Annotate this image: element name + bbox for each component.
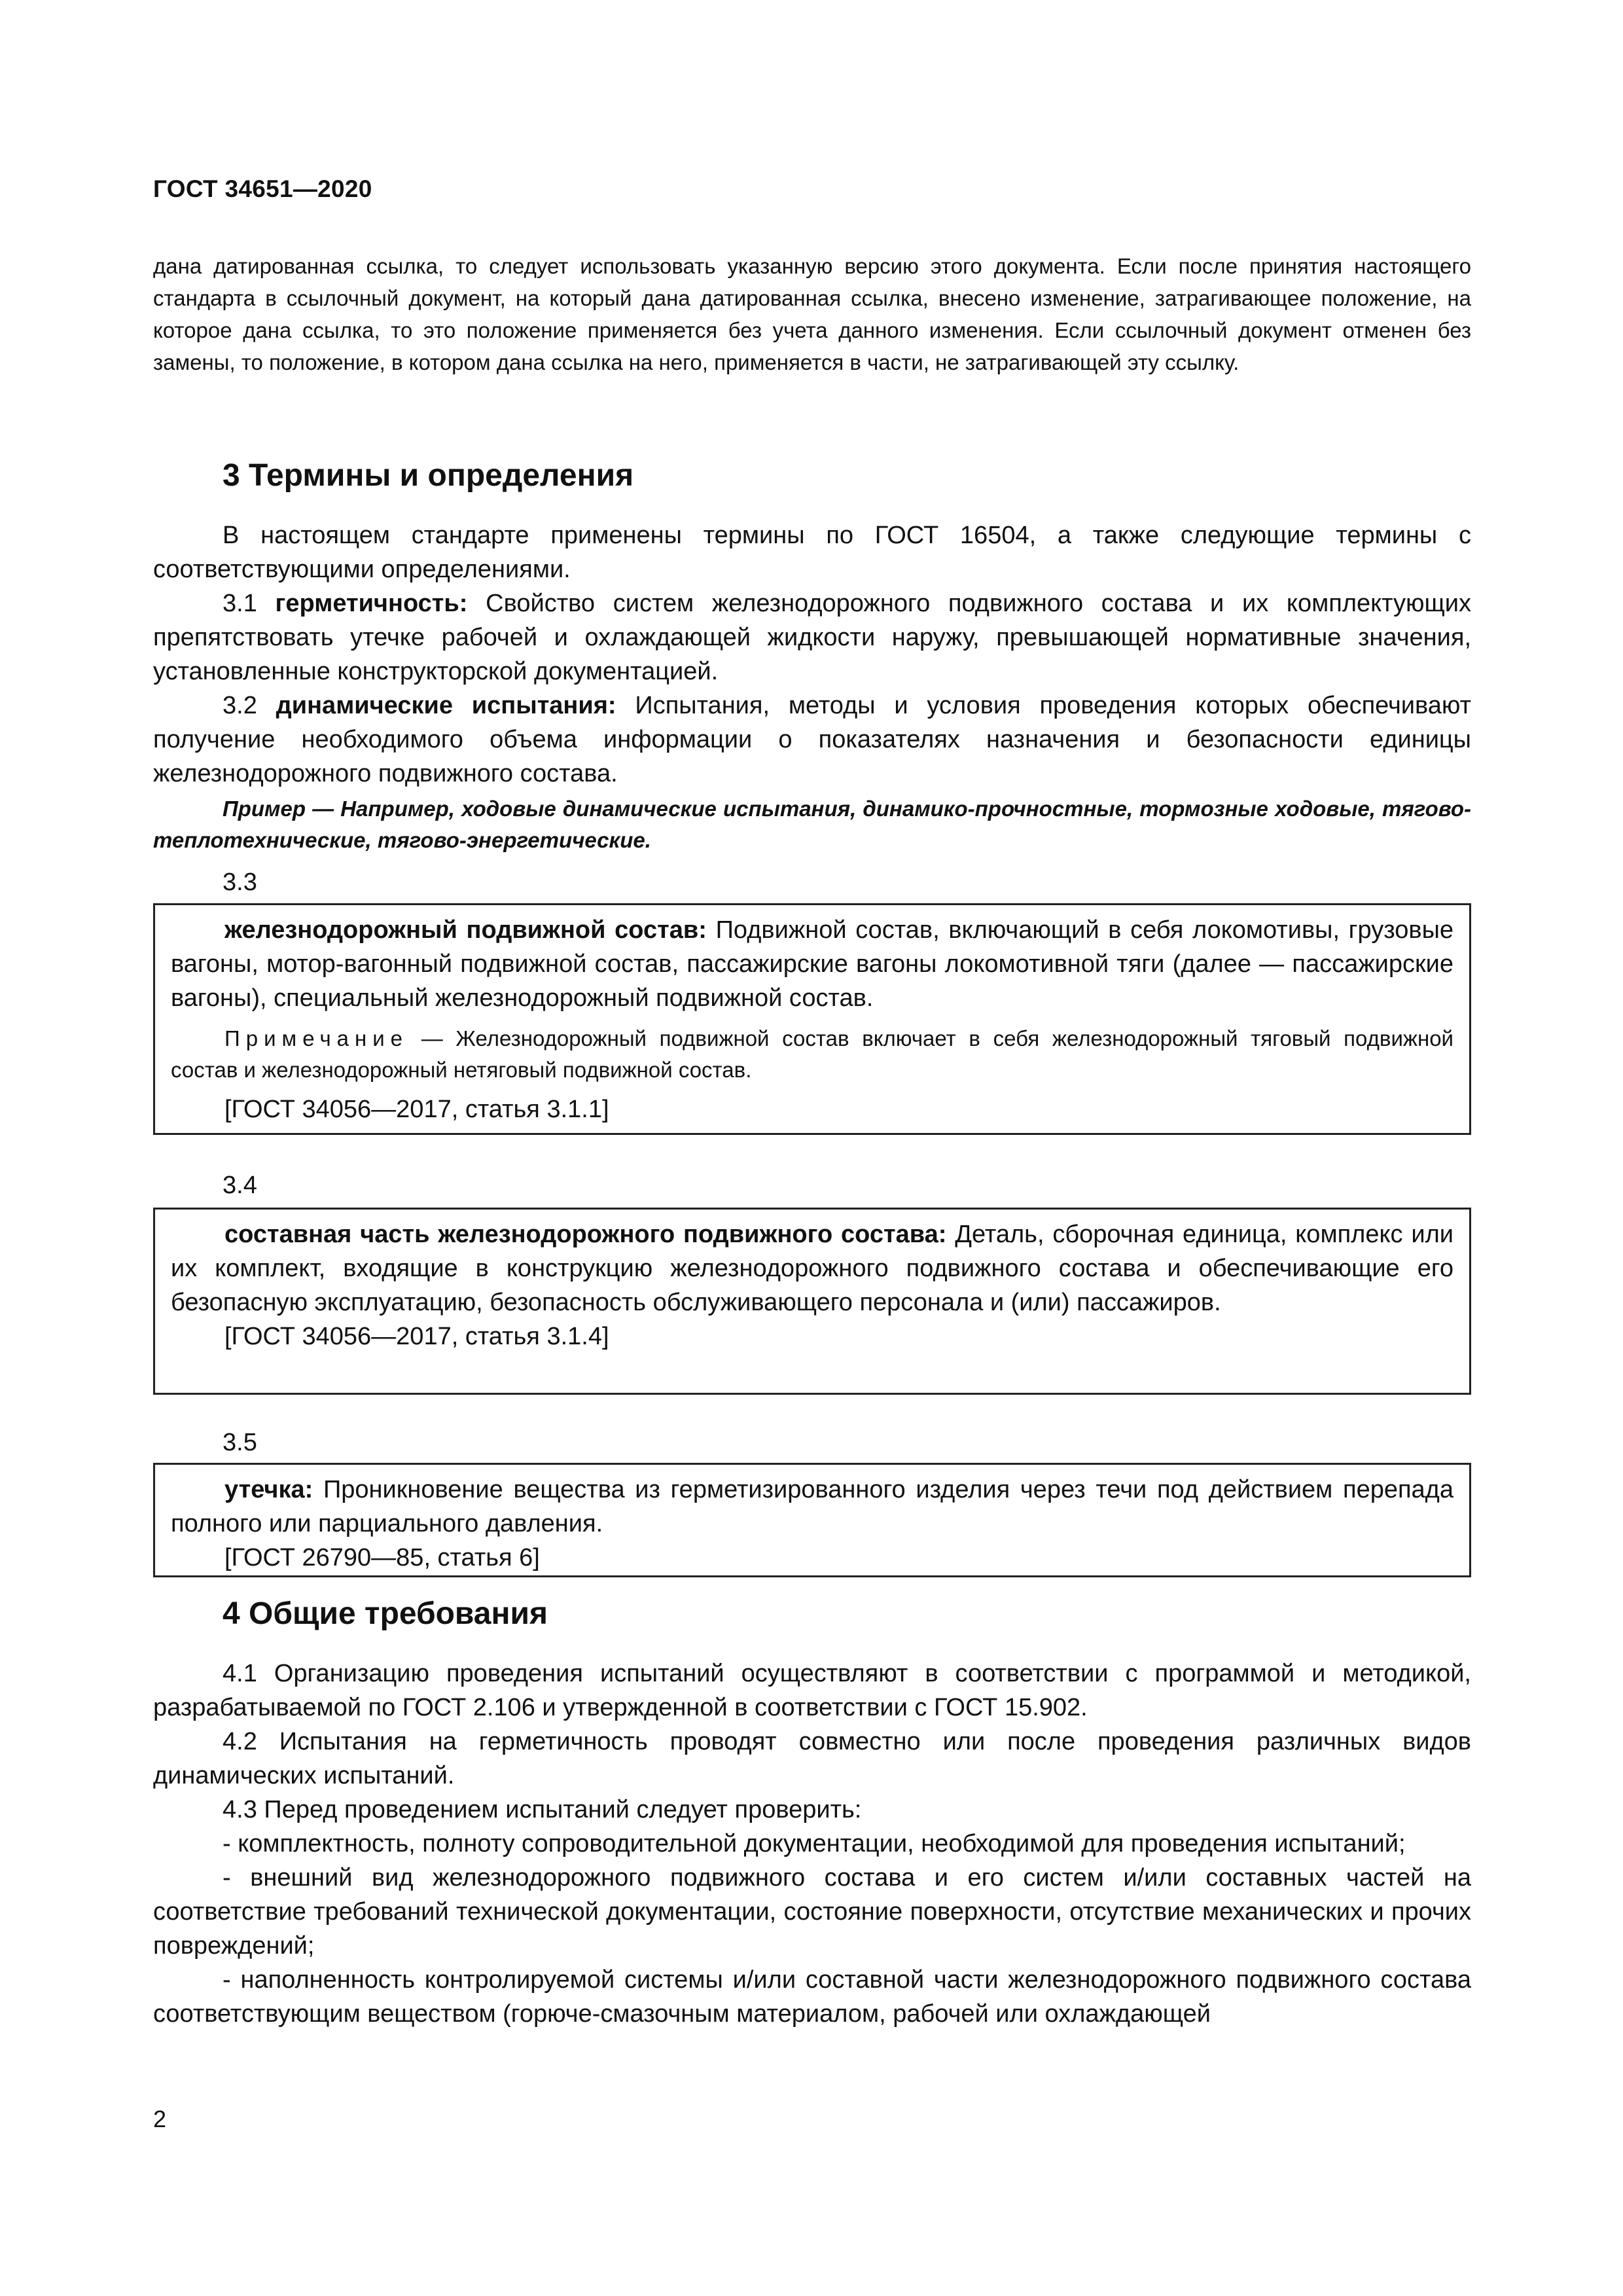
term-3-5-definition: Проникновение вещества из герметизированного изделия через течи под действием перепада полного или парциального давления.	[171, 1476, 1454, 1537]
term-3-5-number: 3.5	[223, 1429, 257, 1456]
term-3-3-note-text: — Железнодорожный подвижной состав включает в себя железнодорожный тяговый подвижной состав и железнодорожный нетяговый подвижной состав.	[171, 1026, 1454, 1082]
term-3-2-example: Пример — Например, ходовые динамические испытания, динамико-прочностные, тормозные ходовые, тягово-теплотехнические, тягово-энергетические.	[153, 797, 1471, 852]
list-item: - внешний вид железнодорожного подвижного состава и его систем и/или составных частей на соответствие требований технической документации, состояние поверхности, отсутствие механических и прочих повреждений;	[153, 1864, 1471, 1960]
term-3-1-number: 3.1	[223, 590, 257, 617]
section-3-lead: В настоящем стандарте применены термины по ГОСТ 16504, а также следующие термины с соответствующими определениями.	[153, 522, 1471, 583]
term-3-2-term: динамические испытания:	[276, 692, 616, 719]
term-3-2-example-block	[153, 793, 1471, 856]
term-3-3-term: железнодорожный подвижной состав:	[224, 916, 707, 944]
section-3-heading: 3 Термины и определения	[223, 458, 634, 493]
term-3-2-definition: Испытания, методы и условия проведения которых обеспечивают получение необходимого объема информации о показателях назначения и безопасности единицы железнодорожного подвижного состава.	[153, 692, 1472, 787]
term-3-5-term: утечка:	[224, 1476, 313, 1503]
term-3-3-definition: Подвижной состав, включающий в себя локомотивы, грузовые вагоны, мотор-вагонный подвижной состав, пассажирские вагоны локомотивной тяги (далее — пассажирские вагоны), специальный железнодорожный подвижной состав.	[171, 916, 1454, 1012]
paragraph-4-1: 4.1 Организацию проведения испытаний осуществляют в соответствии с программой и методикой, разрабатываемой по ГОСТ 2.106 и утвержденной в соответствии с ГОСТ 15.902.	[153, 1660, 1471, 1721]
term-3-5-box	[153, 1463, 1471, 1577]
term-3-1-paragraph	[153, 586, 1471, 689]
term-3-4-paragraph	[171, 1217, 1454, 1319]
term-3-1	[153, 586, 1471, 689]
term-3-4-number: 3.4	[223, 1172, 257, 1199]
document-header-title: ГОСТ 34651—2020	[153, 175, 372, 202]
term-3-4-reference: [ГОСТ 34056—2017, статья 3.1.4]	[224, 1323, 609, 1350]
term-3-5-paragraph	[171, 1473, 1454, 1541]
paragraph-4-3: 4.3 Перед проведением испытаний следует проверить:	[223, 1796, 862, 1823]
term-3-5-reference: [ГОСТ 26790—85, статья 6]	[224, 1544, 540, 1571]
term-3-4-definition: Деталь, сборочная единица, комплекс или их комплект, входящие в конструкцию железнодорожного подвижного состава и обеспечивающие его безопасную эксплуатацию, безопасность обслуживающего персонала и (или) пассажиров.	[171, 1221, 1454, 1316]
intro-paragraph: дана датированная ссылка, то следует использовать указанную версию этого документа. Если после принятия настоящего стандарта в ссылочный документ, на который дана датированная ссылка, внесено изменение, затрагивающее положение, на которое дана ссылка, то это положение применяется без учета данного изменения. Если ссылочный документ отменен без замены, то положение, в котором дана ссылка на него, применяется в части, не затрагивающей эту ссылку.	[153, 254, 1471, 374]
paragraph-4-2: 4.2 Испытания на герметичность проводят совместно или после проведения различных видов динамических испытаний.	[153, 1728, 1471, 1789]
term-3-4-box	[153, 1208, 1471, 1395]
term-3-4-term: составная часть железнодорожного подвижного состава:	[224, 1221, 947, 1248]
term-3-2-paragraph	[153, 689, 1471, 791]
section-3-lead-block	[153, 518, 1471, 586]
term-3-3-note-label: Примечание	[224, 1026, 409, 1050]
term-3-1-term: герметичность:	[275, 590, 468, 617]
term-3-2	[153, 689, 1471, 791]
list-item: - комплектность, полноту сопроводительной документации, необходимой для проведения испытаний;	[223, 1830, 1406, 1857]
term-3-3-paragraph	[171, 913, 1454, 1015]
page-number: 2	[153, 2106, 167, 2132]
term-3-1-definition: Свойство систем железнодорожного подвижного состава и их комплектующих препятствовать утечке рабочей и охлаждающей жидкости наружу, превышающей нормативные значения, установленные конструкторской документацией.	[153, 590, 1472, 685]
term-3-3-note	[171, 1023, 1454, 1086]
term-3-2-number: 3.2	[223, 692, 257, 719]
term-3-3-box	[153, 903, 1471, 1135]
term-3-3-reference: [ГОСТ 34056—2017, статья 3.1.1]	[224, 1096, 609, 1123]
section-4-heading: 4 Общие требования	[223, 1596, 548, 1631]
term-3-3-number: 3.3	[223, 869, 257, 896]
list-item: - наполненность контролируемой системы и/или составной части железнодорожного подвижного состава соответствующим веществом (горюче-смазочным материалом, рабочей или охлаждающей	[153, 1966, 1471, 2028]
section-4-body	[153, 1657, 1471, 2031]
